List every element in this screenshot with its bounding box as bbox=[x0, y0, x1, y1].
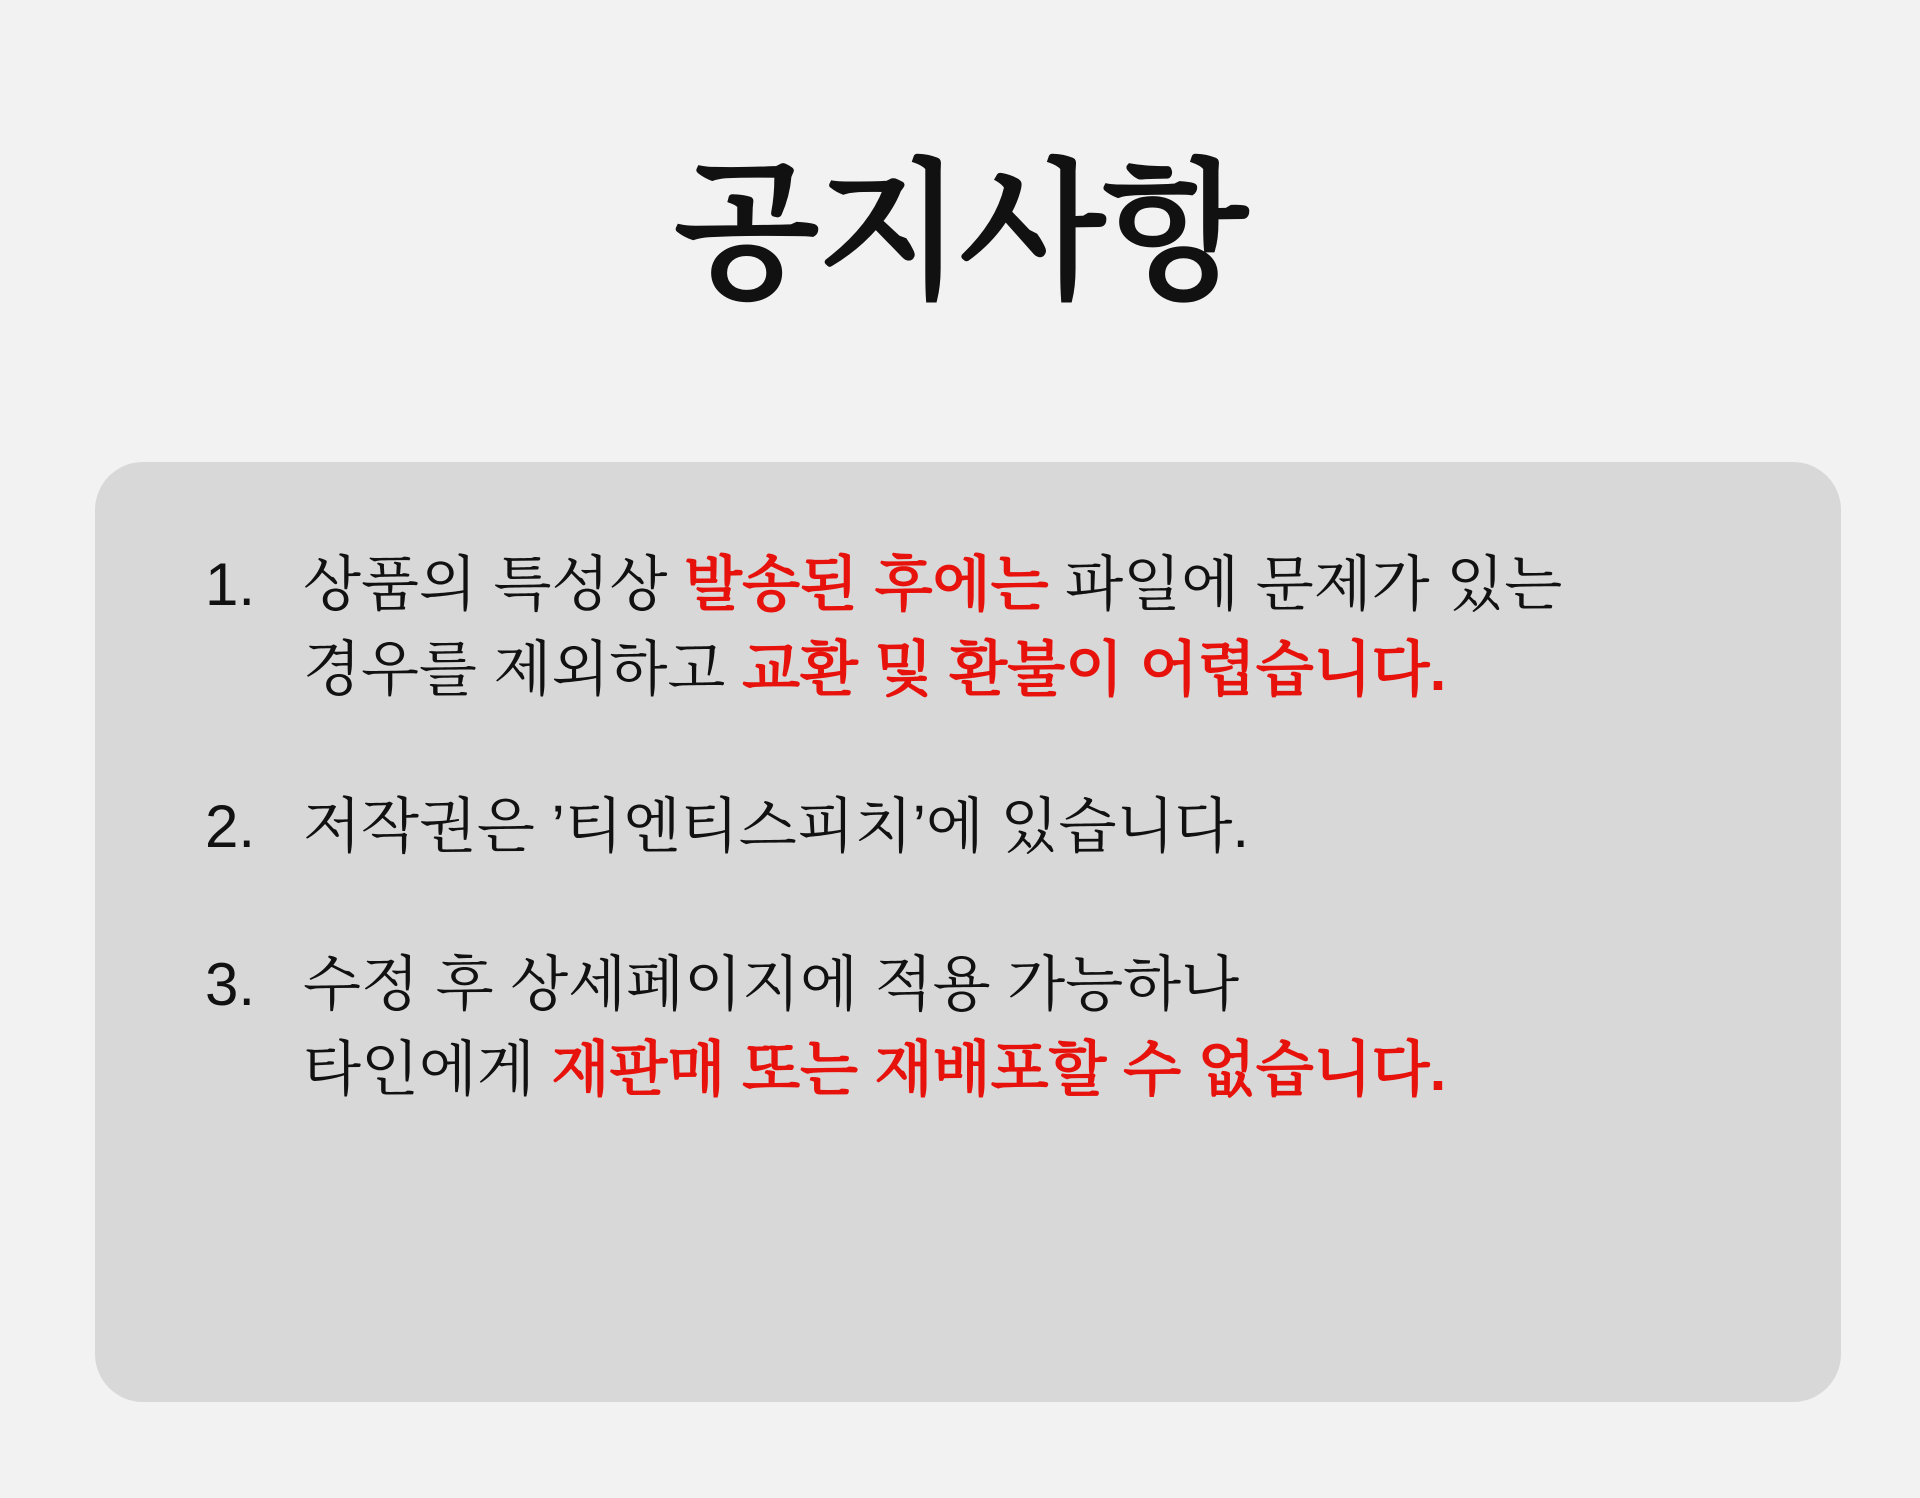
notice-card bbox=[95, 462, 1841, 1402]
highlighted-text: 재판매 또는 재배포할 수 없습니다. bbox=[551, 1035, 1447, 1103]
list-item bbox=[205, 542, 1751, 712]
list-item bbox=[205, 784, 1751, 869]
list-item-line bbox=[303, 542, 1751, 627]
plain-text: 저작권은 ’티엔티스피치’에 있습니다. bbox=[303, 793, 1250, 861]
plain-text: 경우를 제외하고 bbox=[303, 636, 743, 704]
list-item-line bbox=[303, 784, 1751, 869]
list-item-line bbox=[303, 627, 1751, 712]
list-item-line bbox=[303, 942, 1751, 1027]
list-item-text bbox=[303, 542, 1751, 712]
list-item-text bbox=[303, 942, 1751, 1112]
notice-list bbox=[205, 542, 1751, 1112]
plain-text: 상품의 특성상 bbox=[303, 551, 685, 618]
highlighted-text: 교환 및 환불이 어렵습니다. bbox=[742, 636, 1447, 704]
list-item-text bbox=[303, 784, 1751, 869]
list-item-number: 2. bbox=[205, 793, 256, 861]
highlighted-text: 발송된 후에는 bbox=[684, 551, 1049, 618]
list-item-number: 3. bbox=[205, 950, 256, 1018]
list-item bbox=[205, 942, 1751, 1112]
plain-text: 수정 후 상세페이지에 적용 가능하나 bbox=[303, 950, 1240, 1018]
plain-text: 파일에 문제가 있는 bbox=[1048, 551, 1563, 618]
list-item-number: 1. bbox=[205, 551, 256, 618]
plain-text: 타인에게 bbox=[303, 1035, 552, 1103]
list-item-line bbox=[303, 1027, 1751, 1112]
page-title: 공지사항 bbox=[674, 148, 1246, 316]
